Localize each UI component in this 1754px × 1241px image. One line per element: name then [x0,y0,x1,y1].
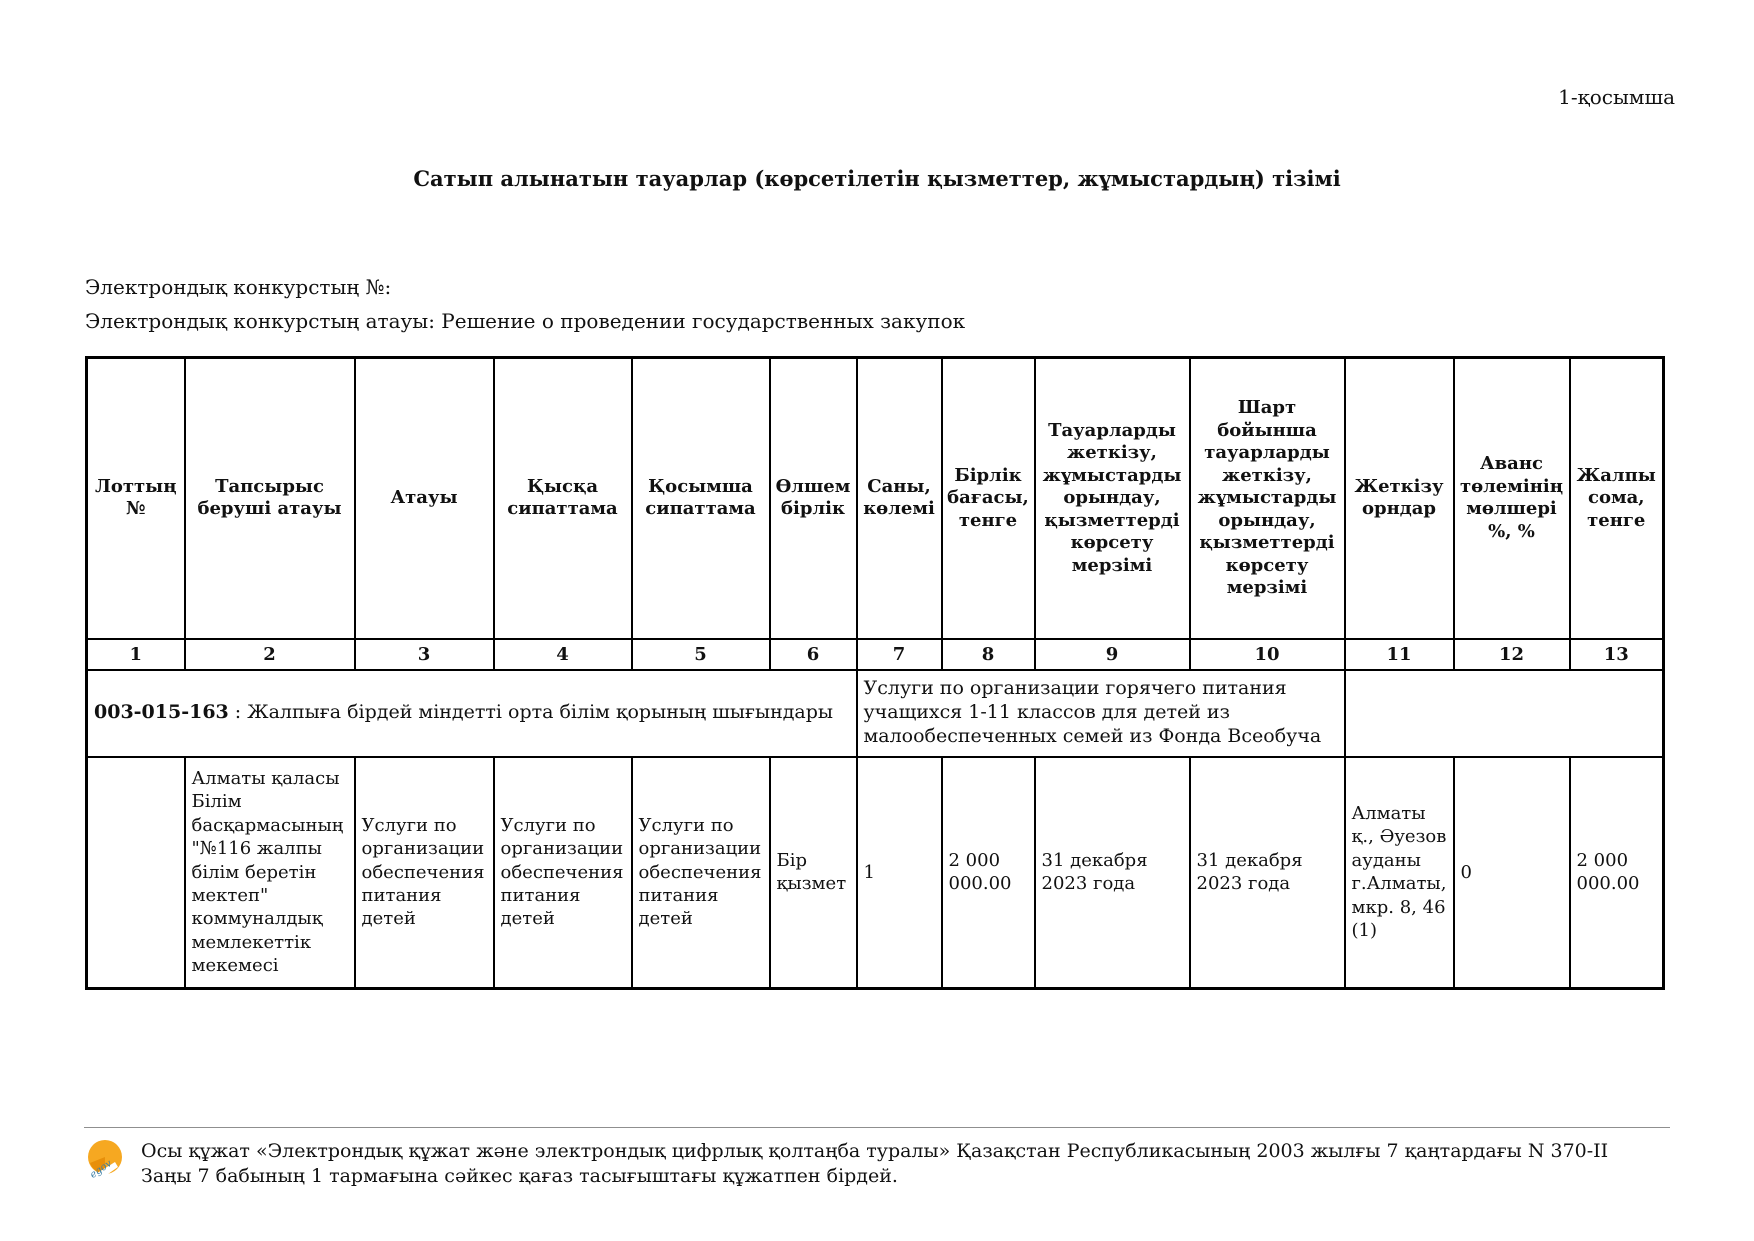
header-total-sum: Жалпы сома, тенге [1570,358,1664,639]
column-number: 4 [494,639,632,670]
cell-additional-description: Услуги по организации обеспечения питания детей [632,757,770,989]
header-delivery-place: Жеткізу орндар [1345,358,1454,639]
header-unit-price: Бірлік бағасы, тенге [942,358,1035,639]
table-row [87,757,1664,989]
column-number: 12 [1454,639,1570,670]
column-number: 3 [355,639,494,670]
lot-description-cell: Услуги по организации горячего питания учащихся 1-11 классов для детей из малообеспеченных семей из Фонда Всеобуча [857,670,1345,757]
header-delivery-term: Тауарларды жеткізу, жұмыстарды орындау, қызметтерді көрсету мерзімі [1035,358,1190,639]
cell-lot-number [87,757,185,989]
column-number: 13 [1570,639,1664,670]
table-header-row [87,358,1664,639]
cell-name: Услуги по организации обеспечения питания детей [355,757,494,989]
column-number: 10 [1190,639,1345,670]
lot-title: : Жалпыға бірдей міндетті орта білім қорының шығындары [228,701,834,724]
cell-contract-delivery-term: 31 декабря 2023 года [1190,757,1345,989]
column-number: 8 [942,639,1035,670]
cell-unit-price: 2 000 000.00 [942,757,1035,989]
header-customer: Тапсырыс беруші атауы [185,358,355,639]
header-contract-delivery-term: Шарт бойынша тауарларды жеткізу, жұмыстарды орындау, қызметтерді көрсету мерзімі [1190,358,1345,639]
cell-total-sum: 2 000 000.00 [1570,757,1664,989]
signature-footer [84,1127,1670,1189]
contest-name-line: Электрондық конкурстың атауы: Решение о проведении государственных закупок [85,309,966,333]
cell-customer: Алматы қаласы Білім басқармасының "№116 жалпы білім беретін мектеп" коммуналдық мемлекеттік мекемесі [185,757,355,989]
column-number-row [87,639,1664,670]
lot-empty-cell [1345,670,1664,757]
cell-unit: Бір қызмет [770,757,857,989]
egov-logo-icon [84,1137,128,1181]
lot-title-cell [87,670,857,757]
procurement-table [85,356,1665,990]
cell-delivery-place: Алматы қ., Әуезов ауданы г.Алматы, мкр. 8, 46 (1) [1345,757,1454,989]
column-number: 11 [1345,639,1454,670]
svg-text:egov: egov [88,1158,115,1181]
column-number: 7 [857,639,942,670]
column-number: 9 [1035,639,1190,670]
cell-short-description: Услуги по организации обеспечения питания детей [494,757,632,989]
header-lot-number: Лоттың № [87,358,185,639]
cell-quantity: 1 [857,757,942,989]
contest-meta [85,270,965,338]
cell-delivery-term: 31 декабря 2023 года [1035,757,1190,989]
page-title: Сатып алынатын тауарлар (көрсетілетін қызметтер, жұмыстардың) тізімі [413,166,1341,191]
column-number: 5 [632,639,770,670]
contest-number-line: Электрондық конкурстың №: [85,275,392,299]
column-number: 1 [87,639,185,670]
header-advance-payment: Аванс төлемінің мөлшері %, % [1454,358,1570,639]
header-additional-description: Қосымша сипаттама [632,358,770,639]
header-quantity: Саны, көлемі [857,358,942,639]
footer-note: Осы құжат «Электрондық құжат және электрондық цифрлық қолтаңба туралы» Қазақстан Республикасының 2003 жылғы 7 қаңтардағы N 370-II Заңы 7 бабының 1 тармағына сәйкес қағаз тасығыштағы құжатпен бірдей. [141,1140,1609,1188]
appendix-label: 1-қосымша [1558,85,1675,109]
header-unit: Өлшем бірлік [770,358,857,639]
lot-summary-row [87,670,1664,757]
lot-code: 003-015-163 [94,701,229,724]
header-short-description: Қысқа сипаттама [494,358,632,639]
header-name: Атауы [355,358,494,639]
column-number: 2 [185,639,355,670]
column-number: 6 [770,639,857,670]
cell-advance-payment: 0 [1454,757,1570,989]
